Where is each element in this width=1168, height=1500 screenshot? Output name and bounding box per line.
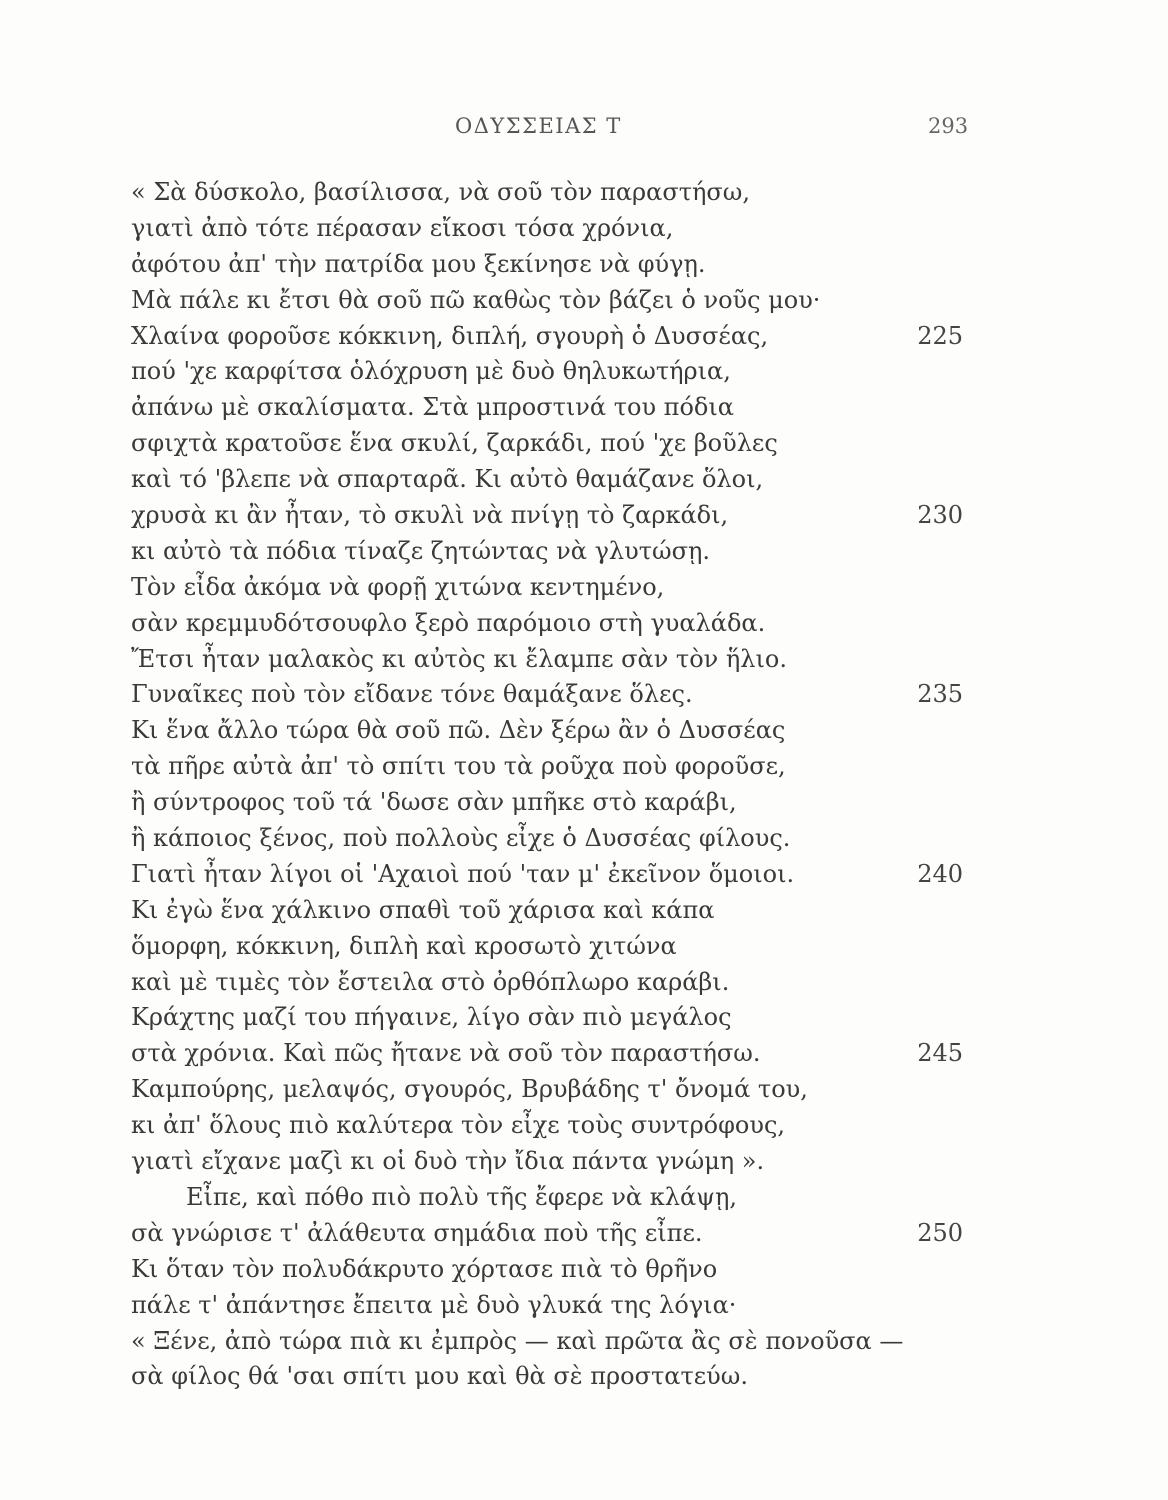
verse-line: [131, 1216, 971, 1252]
verse-line: [131, 857, 971, 893]
line-number: 235: [917, 680, 963, 709]
verse-line: [131, 283, 971, 319]
verse-text: ὅμορφη, κόκκινη, διπλὴ καὶ κροσωτὸ χιτώνα: [131, 931, 677, 960]
poem-text: [131, 175, 971, 1395]
verse-line: [131, 498, 971, 534]
verse-text: γιατὶ εἴχανε μαζὶ κι οἱ δυὸ τὴν ἴδια πάντα γνώμη ».: [131, 1147, 765, 1176]
verse-line: [131, 1144, 971, 1180]
verse-text: καὶ μὲ τιμὲς τὸν ἔστειλα στὸ ὀρθόπλωρο καράβι.: [131, 967, 730, 996]
verse-text: πάλε τ' ἀπάντησε ἔπειτα μὲ δυὸ γλυκά της λόγια·: [131, 1290, 737, 1319]
verse-line: [131, 1036, 971, 1072]
line-number: 240: [917, 859, 963, 888]
verse-line: [131, 1072, 971, 1108]
verse-text: Τὸν εἶδα ἀκόμα νὰ φορῇ χιτώνα κεντημένο,: [131, 572, 665, 601]
verse-line: [131, 426, 971, 462]
verse-text: σφιχτὰ κρατοῦσε ἕνα σκυλί, ζαρκάδι, πού 'χε βοῦλες: [131, 429, 778, 458]
verse-text: κι ἀπ' ὅλους πιὸ καλύτερα τὸν εἶχε τοὺς συντρόφους,: [131, 1111, 786, 1140]
verse-text: καὶ τό 'βλεπε νὰ σπαρταρᾶ. Κι αὐτὸ θαμάζανε ὅλοι,: [131, 465, 764, 494]
verse-line: [131, 1108, 971, 1144]
line-number: 225: [917, 321, 963, 350]
verse-line: [131, 642, 971, 678]
verse-line: [131, 211, 971, 247]
verse-text: ἀφότου ἀπ' τὴν πατρίδα μου ξεκίνησε νὰ φύγῃ.: [131, 249, 706, 278]
verse-text: Καμπούρης, μελαψός, σγουρός, Βρυβάδης τ' ὄνομά του,: [131, 1075, 808, 1104]
verse-line: [131, 785, 971, 821]
line-number: 230: [917, 501, 963, 530]
verse-text: Γιατὶ ἦταν λίγοι οἱ 'Αχαιοὶ πού 'ταν μ' ἐκεῖνον ὅμοιοι.: [131, 859, 795, 888]
verse-line: [131, 319, 971, 355]
verse-text: Κι ἐγὼ ἕνα χάλκινο σπαθὶ τοῦ χάρισα καὶ κάπα: [131, 895, 715, 924]
verse-line: [131, 749, 971, 785]
verse-line: [131, 606, 971, 642]
verse-line: [131, 534, 971, 570]
verse-text: γιατὶ ἀπὸ τότε πέρασαν εἴκοσι τόσα χρόνια,: [131, 213, 674, 242]
verse-text: στὰ χρόνια. Καὶ πῶς ἤτανε νὰ σοῦ τὸν παραστήσω.: [131, 1039, 761, 1068]
verse-text: Χλαίνα φοροῦσε κόκκινη, διπλή, σγουρὴ ὁ Δυσσέας,: [131, 321, 769, 350]
verse-text: σὰ γνώρισε τ' ἀλάθευτα σημάδια ποὺ τῆς εἶπε.: [131, 1218, 703, 1247]
verse-text: Κράχτης μαζί του πήγαινε, λίγο σὰν πιὸ μεγάλος: [131, 1003, 732, 1032]
verse-line: [131, 1324, 971, 1360]
verse-line: [131, 390, 971, 426]
verse-line: [131, 1000, 971, 1036]
verse-line: [131, 175, 971, 211]
line-number: 250: [917, 1218, 963, 1247]
verse-text: « Ξένε, ἀπὸ τώρα πιὰ κι ἐμπρὸς — καὶ πρῶτα ἂς σὲ πονοῦσα —: [131, 1326, 904, 1355]
verse-line: [131, 570, 971, 606]
verse-text: σὰ φίλος θά 'σαι σπίτι μου καὶ θὰ σὲ προστατεύω.: [131, 1362, 748, 1391]
verse-text: Μὰ πάλε κι ἔτσι θὰ σοῦ πῶ καθὼς τὸν βάζει ὁ νοῦς μου·: [131, 285, 821, 314]
verse-text: τὰ πῆρε αὐτὰ ἀπ' τὸ σπίτι του τὰ ροῦχα ποὺ φοροῦσε,: [131, 752, 786, 781]
verse-line: [131, 1359, 971, 1395]
line-number: 245: [917, 1039, 963, 1068]
verse-line: [131, 1252, 971, 1288]
verse-line: [131, 929, 971, 965]
verse-line: [131, 1180, 971, 1216]
verse-text: Κι ὅταν τὸν πολυδάκρυτο χόρτασε πιὰ τὸ θρῆνο: [131, 1254, 718, 1283]
verse-line: [131, 713, 971, 749]
running-title: ΟΔΥΣΣΕΙΑΣ Τ: [455, 114, 622, 138]
verse-line: [131, 247, 971, 283]
page-number: 293: [928, 114, 969, 138]
verse-text: Γυναῖκες ποὺ τὸν εἴδανε τόνε θαμάξανε ὅλες.: [131, 680, 693, 709]
verse-line: [131, 677, 971, 713]
verse-line: [131, 965, 971, 1001]
verse-line: [131, 821, 971, 857]
verse-text: κι αὐτὸ τὰ πόδια τίναζε ζητώντας νὰ γλυτώσῃ.: [131, 536, 710, 565]
verse-line: [131, 354, 971, 390]
verse-text: χρυσὰ κι ἂν ἦταν, τὸ σκυλὶ νὰ πνίγῃ τὸ ζαρκάδι,: [131, 501, 729, 530]
verse-text: Ἔτσι ἦταν μαλακὸς κι αὐτὸς κι ἔλαμπε σὰν τὸν ἥλιο.: [131, 644, 787, 673]
verse-line: [131, 462, 971, 498]
verse-text: ἀπάνω μὲ σκαλίσματα. Στὰ μπροστινά του πόδια: [131, 393, 734, 422]
verse-text: Εἶπε, καὶ πόθο πιὸ πολὺ τῆς ἔφερε νὰ κλάψῃ,: [186, 1182, 737, 1211]
verse-text: « Σὰ δύσκολο, βασίλισσα, νὰ σοῦ τὸν παραστήσω,: [131, 178, 750, 206]
running-head: [0, 114, 1168, 144]
verse-text: σὰν κρεμμυδότσουφλο ξερὸ παρόμοιο στὴ γυαλάδα.: [131, 608, 766, 637]
verse-text: πού 'χε καρφίτσα ὁλόχρυση μὲ δυὸ θηλυκωτήρια,: [131, 357, 731, 386]
verse-text: ἢ κάποιος ξένος, ποὺ πολλοὺς εἶχε ὁ Δυσσέας φίλους.: [131, 824, 791, 853]
verse-line: [131, 893, 971, 929]
verse-text: Κι ἕνα ἄλλο τώρα θὰ σοῦ πῶ. Δὲν ξέρω ἂν ὁ Δυσσέας: [131, 716, 786, 745]
verse-line: [131, 1288, 971, 1324]
verse-text: ἢ σύντροφος τοῦ τά 'δωσε σὰν μπῆκε στὸ καράβι,: [131, 788, 737, 817]
